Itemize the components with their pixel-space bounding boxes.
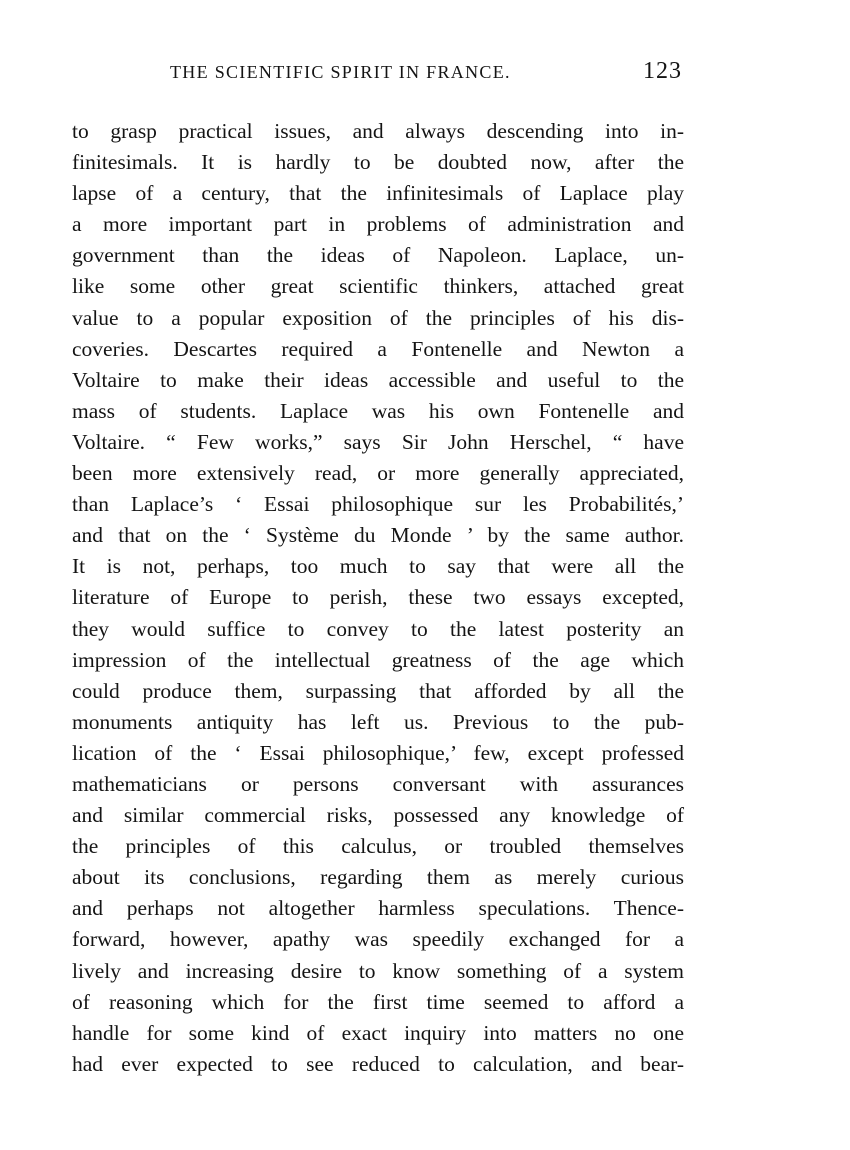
text-line: forward, however, apathy was speedily exchanged for a	[72, 927, 684, 952]
text-line: could produce them, surpassing that afforded by all the	[72, 678, 684, 703]
text-line: monuments antiquity has left us. Previous to the pub-	[72, 709, 684, 734]
text-line: and that on the ‘ Système du Monde ’ by the same author.	[72, 523, 684, 548]
text-line: about its conclusions, regarding them as merely curious	[72, 865, 684, 890]
text-line: handle for some kind of exact inquiry into matters no one	[72, 1020, 684, 1045]
text-line: a more important part in problems of administration and	[72, 212, 684, 237]
text-line: lively and increasing desire to know something of a system	[72, 958, 684, 983]
text-line: been more extensively read, or more generally appreciated,	[72, 461, 684, 486]
running-title: THE SCIENTIFIC SPIRIT IN FRANCE.	[170, 62, 511, 82]
text-line: finitesimals. It is hardly to be doubted now, after the	[72, 150, 684, 175]
page-number: 123	[643, 58, 682, 84]
text-line: mass of students. Laplace was his own Fontenelle and	[72, 398, 684, 423]
text-line: the principles of this calculus, or troubled themselves	[72, 834, 684, 859]
body-paragraph	[72, 116, 684, 1080]
text-line: had ever expected to see reduced to calculation, and bear-	[72, 1051, 684, 1076]
text-line: government than the ideas of Napoleon. Laplace, un-	[72, 243, 684, 268]
text-line: value to a popular exposition of the principles of his dis-	[72, 305, 684, 330]
text-line: they would suffice to convey to the latest posterity an	[72, 616, 684, 641]
text-line: literature of Europe to perish, these two essays excepted,	[72, 585, 684, 610]
text-line: of reasoning which for the first time seemed to afford a	[72, 989, 684, 1014]
text-line: lication of the ‘ Essai philosophique,’ few, except professed	[72, 740, 684, 765]
text-line: like some other great scientific thinkers, attached great	[72, 274, 684, 299]
text-line: Voltaire to make their ideas accessible and useful to the	[72, 367, 684, 392]
text-line: It is not, perhaps, too much to say that were all the	[72, 554, 684, 579]
text-line: mathematicians or persons conversant with assurances	[72, 771, 684, 796]
text-line: Voltaire. “ Few works,” says Sir John Herschel, “ have	[72, 429, 684, 454]
text-line: to grasp practical issues, and always descending into in-	[72, 119, 684, 143]
text-line: and similar commercial risks, possessed any knowledge of	[72, 803, 684, 828]
text-line: and perhaps not altogether harmless speculations. Thence-	[72, 896, 684, 921]
text-line: coveries. Descartes required a Fontenelle and Newton a	[72, 336, 684, 361]
running-head	[72, 58, 684, 90]
text-line: than Laplace’s ‘ Essai philosophique sur les Probabilités,’	[72, 492, 684, 517]
text-line: impression of the intellectual greatness of the age which	[72, 647, 684, 672]
text-line: lapse of a century, that the infinitesimals of Laplace play	[72, 181, 684, 206]
